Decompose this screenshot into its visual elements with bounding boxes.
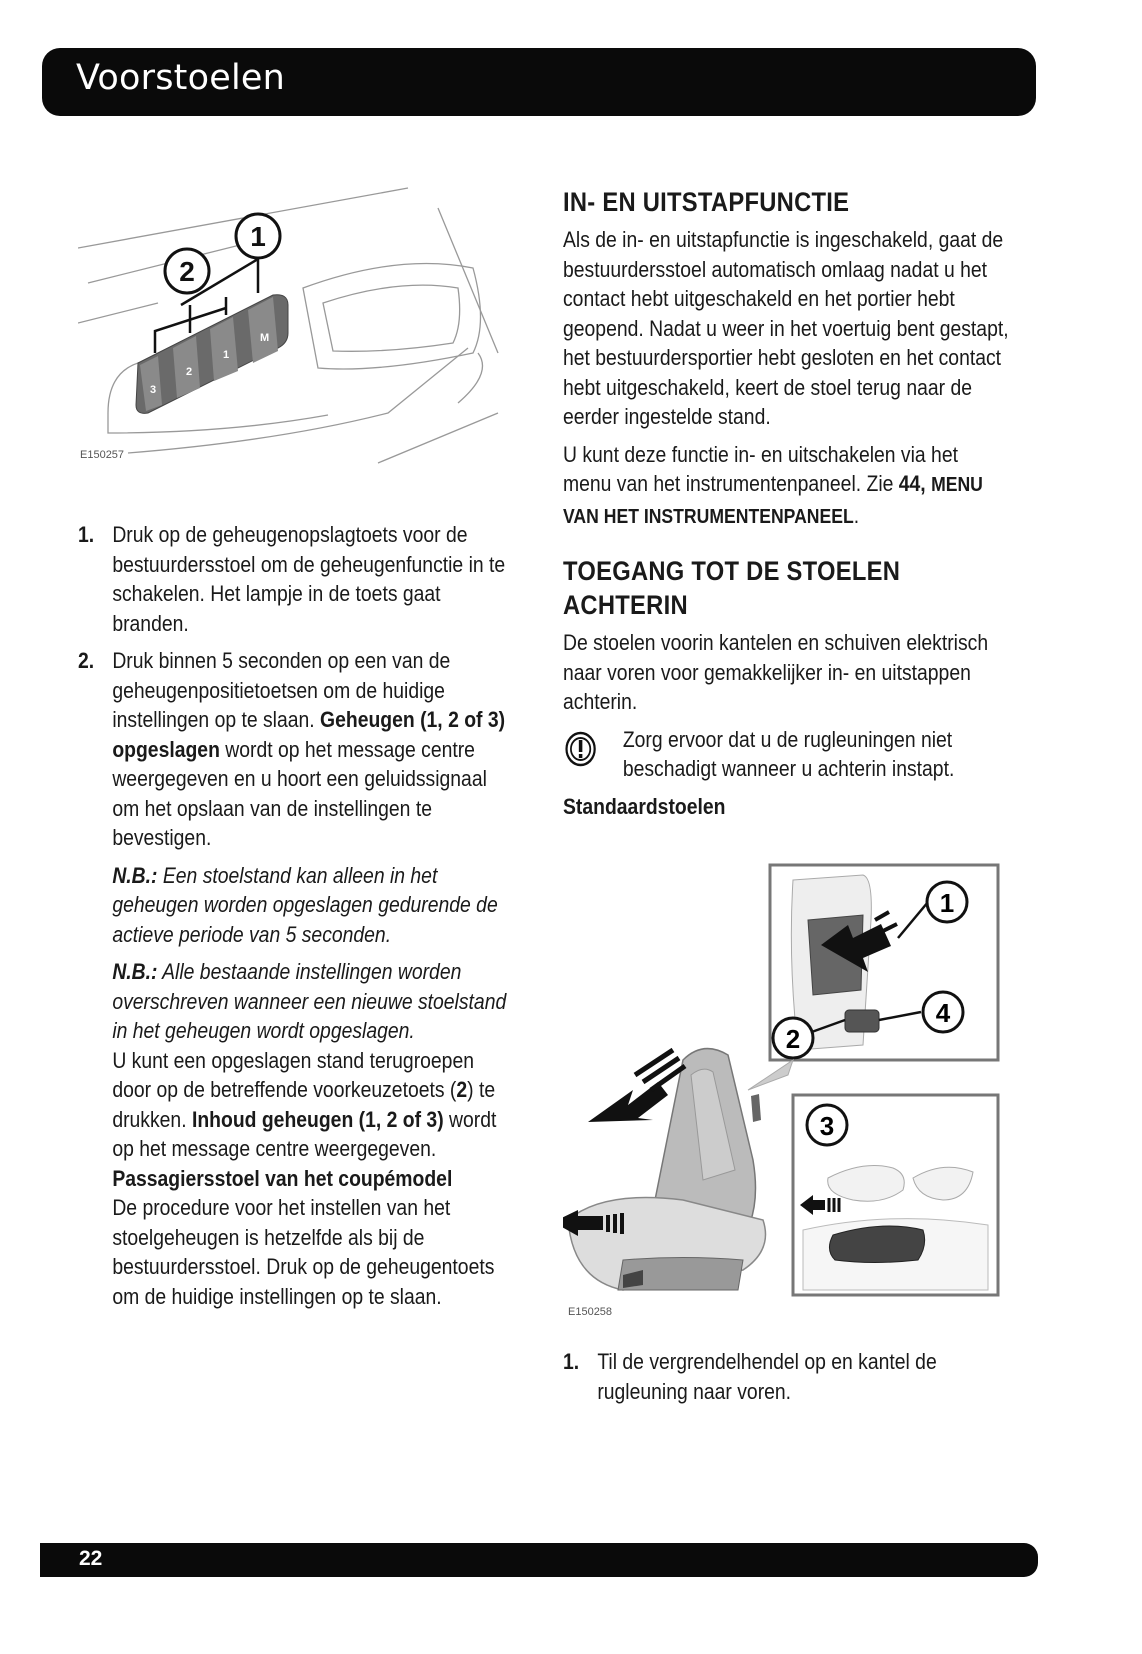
list-text: wordt op het message centre weergegeven en u hoort een geluidssignaal om het opslaan van de instellingen te bevestigen. — [112, 736, 487, 850]
paragraph: Als de in- en uitstapfunctie is ingeschakeld, gaat de bestuurdersstoel automatisch omlaag nadat u het contact hebt uitgeschakeld en het portier hebt geopend. Nadat u weer in het voertuig bent gestapt, het bestuurdersportier hebt gesloten en het contact hebt uitgeschakeld, keert de stoel terug naar de eerder ingestelde stand. — [563, 227, 1009, 429]
warning-icon — [565, 731, 597, 767]
header-bar — [42, 48, 1036, 116]
list-bold: Geheugen (1, 2 of 3) opgeslagen — [112, 707, 506, 762]
svg-text:2: 2 — [179, 256, 195, 287]
note — [78, 861, 516, 950]
list-text: Druk binnen 5 seconden op een van de geheugenpositietoetsen om de huidige instellingen op te slaan. — [112, 648, 451, 732]
svg-text:2: 2 — [785, 1024, 801, 1054]
svg-text:4: 4 — [935, 998, 951, 1028]
list-number: 1. — [563, 1349, 580, 1374]
note-text: Alle bestaande instellingen worden overschreven wanneer een nieuwe stoelstand in het geheugen wordt opgeslagen. — [112, 959, 507, 1043]
section-heading-entry-exit: IN- EN UITSTAPFUNCTIE — [563, 187, 850, 217]
paragraph: De stoelen voorin kantelen en schuiven elektrisch naar voren voor gemakkelijker in- en uitstappen achterin. — [563, 630, 989, 714]
warning-box — [563, 725, 1010, 784]
figure2-code: E150258 — [568, 1306, 613, 1318]
standard-seats-subheading: Standaardstoelen — [563, 793, 726, 819]
page-title: Voorstoelen — [76, 58, 285, 98]
callout-1 — [236, 214, 280, 258]
list-number: 1. — [78, 522, 95, 547]
callout-1 — [927, 882, 967, 922]
left-column — [78, 520, 518, 1319]
memory-button-2-label: 2 — [186, 366, 193, 378]
passenger-paragraph: De procedure voor het instellen van het stoelgeheugen is hetzelfde als bij de bestuurdersstoel. Druk op de geheugentoets om de huidige instellingen op te slaan. — [112, 1195, 495, 1309]
cross-reference-link[interactable]: MENU VAN HET INSTRUMENTENPANEEL — [563, 474, 983, 528]
seat-drawing — [563, 1049, 766, 1290]
list-text: Druk op de geheugenopslagtoets voor de bestuurdersstoel om de geheugenfunctie in te schakelen. Het lampje in de toets gaat branden. — [112, 522, 506, 636]
figure-seat-tilt — [563, 860, 1003, 1320]
memory-button-3-label: 3 — [150, 384, 157, 396]
list-item — [78, 520, 516, 638]
page-number: 22 — [79, 1547, 103, 1570]
svg-text:3: 3 — [819, 1111, 835, 1141]
section-heading-rear-access: TOEGANG TOT DE STOELEN ACHTERIN — [563, 556, 901, 620]
callout-3 — [807, 1105, 847, 1145]
callout-4 — [923, 992, 963, 1032]
footer-bar — [40, 1543, 1038, 1577]
right-column — [563, 185, 1013, 821]
note-text: Een stoelstand kan alleen in het geheugen worden opgeslagen gedurende de actieve periode van 5 seconden. — [112, 862, 498, 947]
note-label: N.B.: — [112, 862, 158, 888]
note — [78, 957, 516, 1046]
passenger-subheading: Passagiersstoel van het coupémodel — [112, 1165, 453, 1191]
list-item — [563, 1347, 1010, 1406]
step-list — [563, 1347, 1013, 1414]
list-item — [78, 646, 516, 853]
list-number: 2. — [78, 648, 95, 673]
svg-text:1: 1 — [250, 221, 266, 252]
recall-paragraph: U kunt een opgeslagen stand terugroepen door op de betreffende voorkeuzetoets (2) te drukken. Inhoud geheugen (1, 2 of 3) wordt op het message centre weergegeven. — [112, 1047, 497, 1161]
memory-button-1-label: 1 — [223, 349, 230, 361]
paragraph: U kunt deze functie in- en uitschakelen via het menu van het instrumentenpaneel. Zie 44, MENU VAN HET INSTRUMENTENPANEEL. — [563, 441, 983, 528]
list-text: Til de vergrendelhendel op en kantel de rugleuning naar voren. — [597, 1349, 937, 1404]
callout-2 — [165, 249, 209, 293]
figure-memory-buttons — [78, 183, 518, 503]
figure1-code: E150257 — [80, 449, 125, 461]
svg-text:1: 1 — [939, 888, 955, 918]
warning-text: Zorg ervoor dat u de rugleuningen niet beschadigt wanneer u achterin instapt. — [622, 726, 955, 781]
note-label: N.B.: — [112, 959, 158, 984]
memory-button-m-label: M — [260, 332, 270, 344]
callout-2 — [773, 1018, 813, 1058]
